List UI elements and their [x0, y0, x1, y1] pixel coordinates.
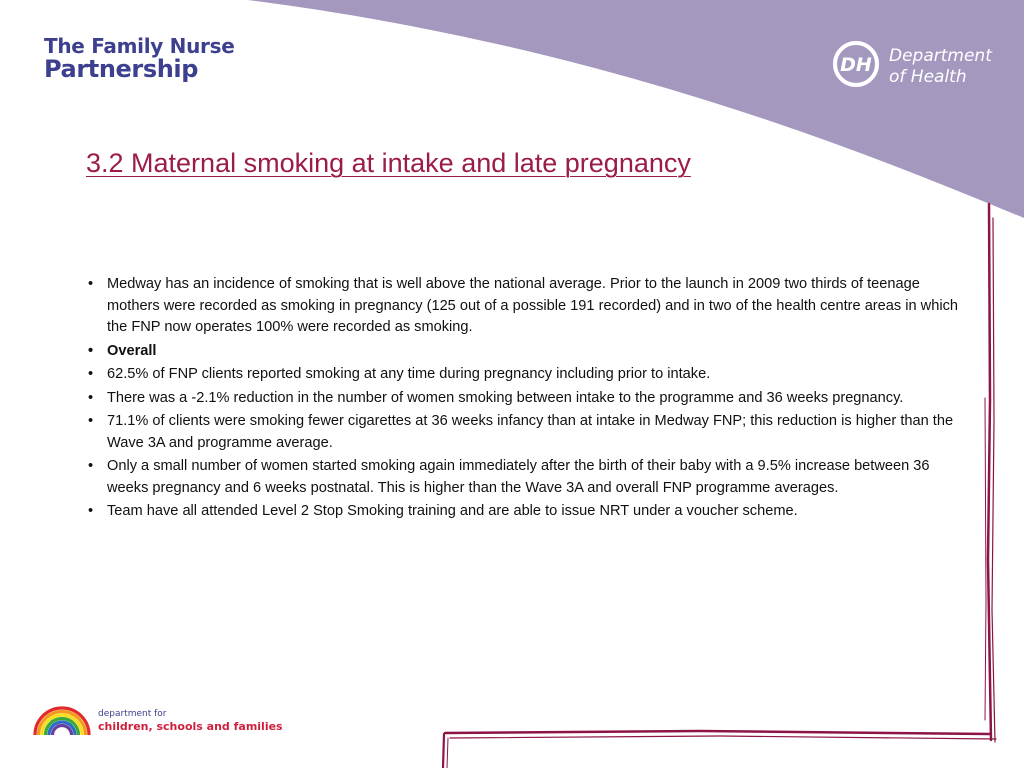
bullet-item: • Medway has an incidence of smoking that is well above the national average. Prior to the launch in 2009 two thirds of teenage mothers were recorded as smoking in pregnancy (125 out of a possible 191 recorded) and in two of the health centre areas in which the FNP now operates 100% were recorded as smoking.	[88, 274, 962, 339]
slide-title: 3.2 Maternal smoking at intake and late pregnancy	[86, 148, 691, 178]
bullet-item: • Only a small number of women started smoking again immediately after the birth of their baby with a 9.5% increase between 36 weeks pregnancy and 6 weeks postnatal. This is higher than the Wave 3A and overall FNP programme averages.	[88, 456, 962, 499]
fnp-logo	[44, 36, 234, 82]
bullet-item: • There was a -2.1% reduction in the number of women smoking between intake to the programme and 36 weeks pregnancy.	[88, 388, 962, 410]
rainbow-icon	[32, 702, 92, 736]
bullet-list	[88, 274, 962, 525]
dcsf-logo-line2: children, schools and families	[98, 720, 283, 733]
dh-mark: DH	[840, 54, 872, 76]
bullet-item-heading: • Overall	[88, 341, 962, 363]
bullet-item: • 62.5% of FNP clients reported smoking at any time during pregnancy including prior to intake.	[88, 364, 962, 386]
fnp-logo-line2: Partnership	[44, 55, 199, 83]
dcsf-logo-line1: department for	[98, 709, 167, 719]
bullet-item: • 71.1% of clients were smoking fewer cigarettes at 36 weeks infancy than at intake in Medway FNP; this reduction is higher than the Wave 3A and programme average.	[88, 411, 962, 454]
bullet-item: • Team have all attended Level 2 Stop Smoking training and are able to issue NRT under a voucher scheme.	[88, 501, 962, 523]
fnp-logo-line1: The Family Nurse	[44, 34, 235, 58]
dh-logo-line1: Department	[889, 46, 992, 66]
dh-logo-line2: of Health	[889, 67, 967, 87]
dh-roundel-icon	[828, 40, 884, 88]
